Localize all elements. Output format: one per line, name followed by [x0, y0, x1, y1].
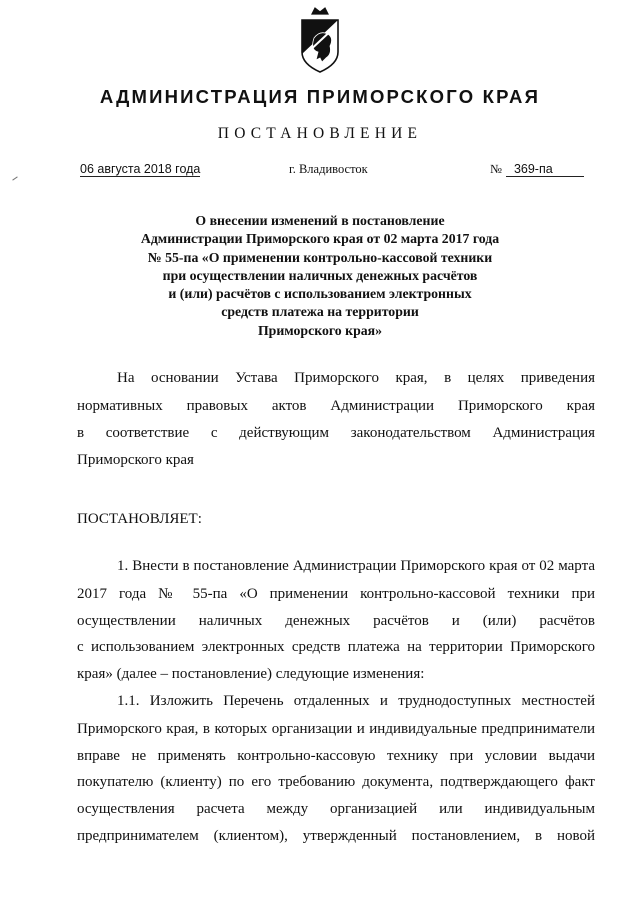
title-line: О внесении изменений в постановление — [195, 213, 445, 228]
item1-line: 2017 года № 55-па «О применении контрольно-кассовой техники при — [77, 586, 595, 602]
number-prefix: № — [490, 162, 502, 176]
item1-line: края» (далее – постановление) следующие изменения: — [77, 666, 425, 682]
item11-line: предпринимателем (клиентом), утвержденный постановлением, в новой — [77, 828, 595, 844]
item11-line: вправе не применять контрольно-кассовую технику при условии выдачи — [77, 748, 595, 764]
document-type: ПОСТАНОВЛЕНИЕ — [217, 125, 423, 142]
document-date: 06 августа 2018 года — [80, 162, 201, 176]
title-line: № 55-па «О применении контрольно-кассовой техники — [147, 249, 493, 265]
item1-line: 1. Внести в постановление Администрации Приморского края от 02 марта — [117, 558, 595, 574]
item1-line: с использованием электронных средств платежа на территории Приморского — [77, 639, 595, 655]
title-line: и (или) расчётов с использованием электронных — [168, 286, 472, 302]
title-line: средств платежа на территории — [221, 304, 419, 320]
coat-of-arms-emblem — [298, 4, 342, 76]
preamble-line: На основании Устава Приморского края, в целях приведения — [117, 370, 595, 386]
item11-line: покупателю (клиенту) по его требованию документа, подтверждающего факт — [77, 774, 595, 790]
preamble-line: нормативных правовых актов Администрации Приморского края — [77, 398, 595, 414]
title-line: при осуществлении наличных денежных расчётов — [162, 267, 478, 283]
title-line: Приморского края» — [257, 322, 383, 338]
item11-line: 1.1. Изложить Перечень отдаленных и труднодоступных местностей — [117, 693, 595, 709]
margin-mark — [12, 176, 17, 180]
number-value: 369-па — [506, 162, 584, 177]
item11-line: осуществления расчета между организацией или индивидуальным — [77, 801, 595, 817]
resolves-heading: ПОСТАНОВЛЯЕТ: — [77, 511, 202, 527]
organization-name: АДМИНИСТРАЦИЯ ПРИМОРСКОГО КРАЯ — [99, 86, 541, 107]
document-title — [0, 212, 640, 340]
preamble-line: в соответствие с действующим законодательством Администрация — [77, 425, 595, 441]
document-number — [490, 162, 584, 177]
item11-line: Приморского края, в которых организации и индивидуальные предприниматели — [77, 721, 595, 737]
title-line: Администрации Приморского края от 02 марта 2017 года — [140, 231, 500, 247]
preamble-line: Приморского края — [77, 452, 194, 468]
document-city: г. Владивосток — [289, 162, 368, 176]
item1-line: осуществлении наличных денежных расчётов и (или) расчётов — [77, 613, 595, 629]
